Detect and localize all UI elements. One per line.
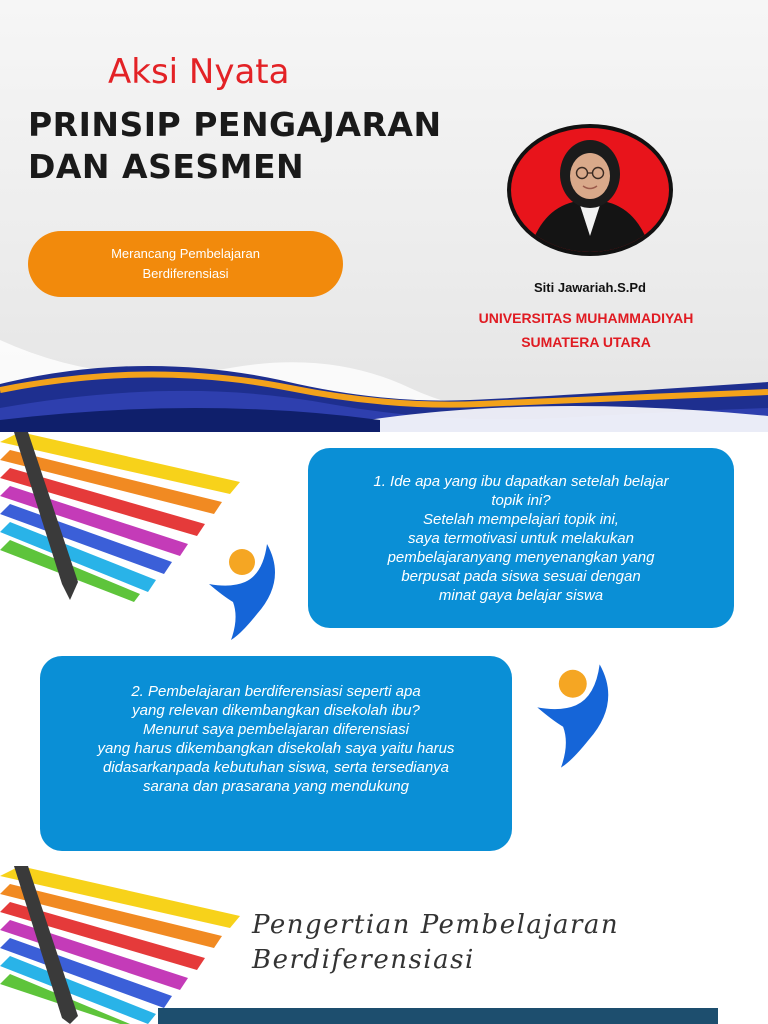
title-line-1: PRINSIP PENGAJARAN bbox=[28, 105, 442, 144]
decorative-waves bbox=[0, 320, 768, 432]
content-bar bbox=[158, 1008, 718, 1024]
q2-line-2: yang relevan dikembangkan disekolah ibu? bbox=[132, 701, 420, 719]
q2-line-4: yang harus dikembangkan disekolah saya yaitu harus bbox=[97, 739, 455, 757]
portrait-icon bbox=[511, 128, 669, 252]
reflection-slide bbox=[0, 432, 768, 866]
topic-pill: Merancang Pembelajaran Berdiferensiasi bbox=[28, 231, 343, 297]
q2-line-1: 2. Pembelajaran berdiferensiasi seperti apa bbox=[131, 682, 421, 700]
colored-pencils-icon-2 bbox=[0, 866, 250, 1024]
q1-line-4: saya termotivasi untuk melakukan bbox=[408, 529, 634, 547]
q1-line-2: topik ini? bbox=[491, 491, 551, 509]
slide-title bbox=[28, 104, 442, 188]
university-line-1: UNIVERSITAS MUHAMMADIYAH bbox=[478, 310, 694, 326]
q1-line-1: 1. Ide apa yang ibu dapatkan setelah belajar bbox=[373, 472, 669, 490]
definition-title-line-1: Pengertian Pembelajaran bbox=[252, 910, 620, 940]
title-line-2: DAN ASESMEN bbox=[28, 147, 305, 186]
slide-subtitle: Aksi Nyata bbox=[108, 52, 290, 92]
title-slide bbox=[0, 0, 768, 432]
question-1-bubble bbox=[308, 448, 734, 628]
q1-line-7: minat gaya belajar siswa bbox=[438, 586, 604, 604]
q1-line-6: berpusat pada siswa sesuai dengan bbox=[401, 567, 641, 585]
question-2-bubble bbox=[40, 656, 512, 851]
q2-line-5: didasarkanpada kebutuhan siswa, serta tersedianya bbox=[102, 758, 450, 776]
definition-slide bbox=[0, 866, 768, 1024]
university-line-2: SUMATERA UTARA bbox=[521, 334, 651, 350]
student-figure-icon bbox=[205, 540, 285, 644]
definition-title bbox=[252, 908, 732, 978]
author-photo bbox=[507, 124, 673, 256]
definition-title-line-2: Berdiferensiasi bbox=[252, 945, 475, 975]
q1-line-5: pembelajaranyang menyenangkan yang bbox=[387, 548, 655, 566]
q2-line-3: Menurut saya pembelajaran diferensiasi bbox=[143, 720, 409, 738]
q1-line-3: Setelah mempelajari topik ini, bbox=[423, 510, 619, 528]
author-name: Siti Jawariah.S.Pd bbox=[534, 280, 646, 295]
student-figure-icon-2 bbox=[533, 660, 619, 772]
q2-line-6: sarana dan prasarana yang mendukung bbox=[142, 777, 410, 795]
